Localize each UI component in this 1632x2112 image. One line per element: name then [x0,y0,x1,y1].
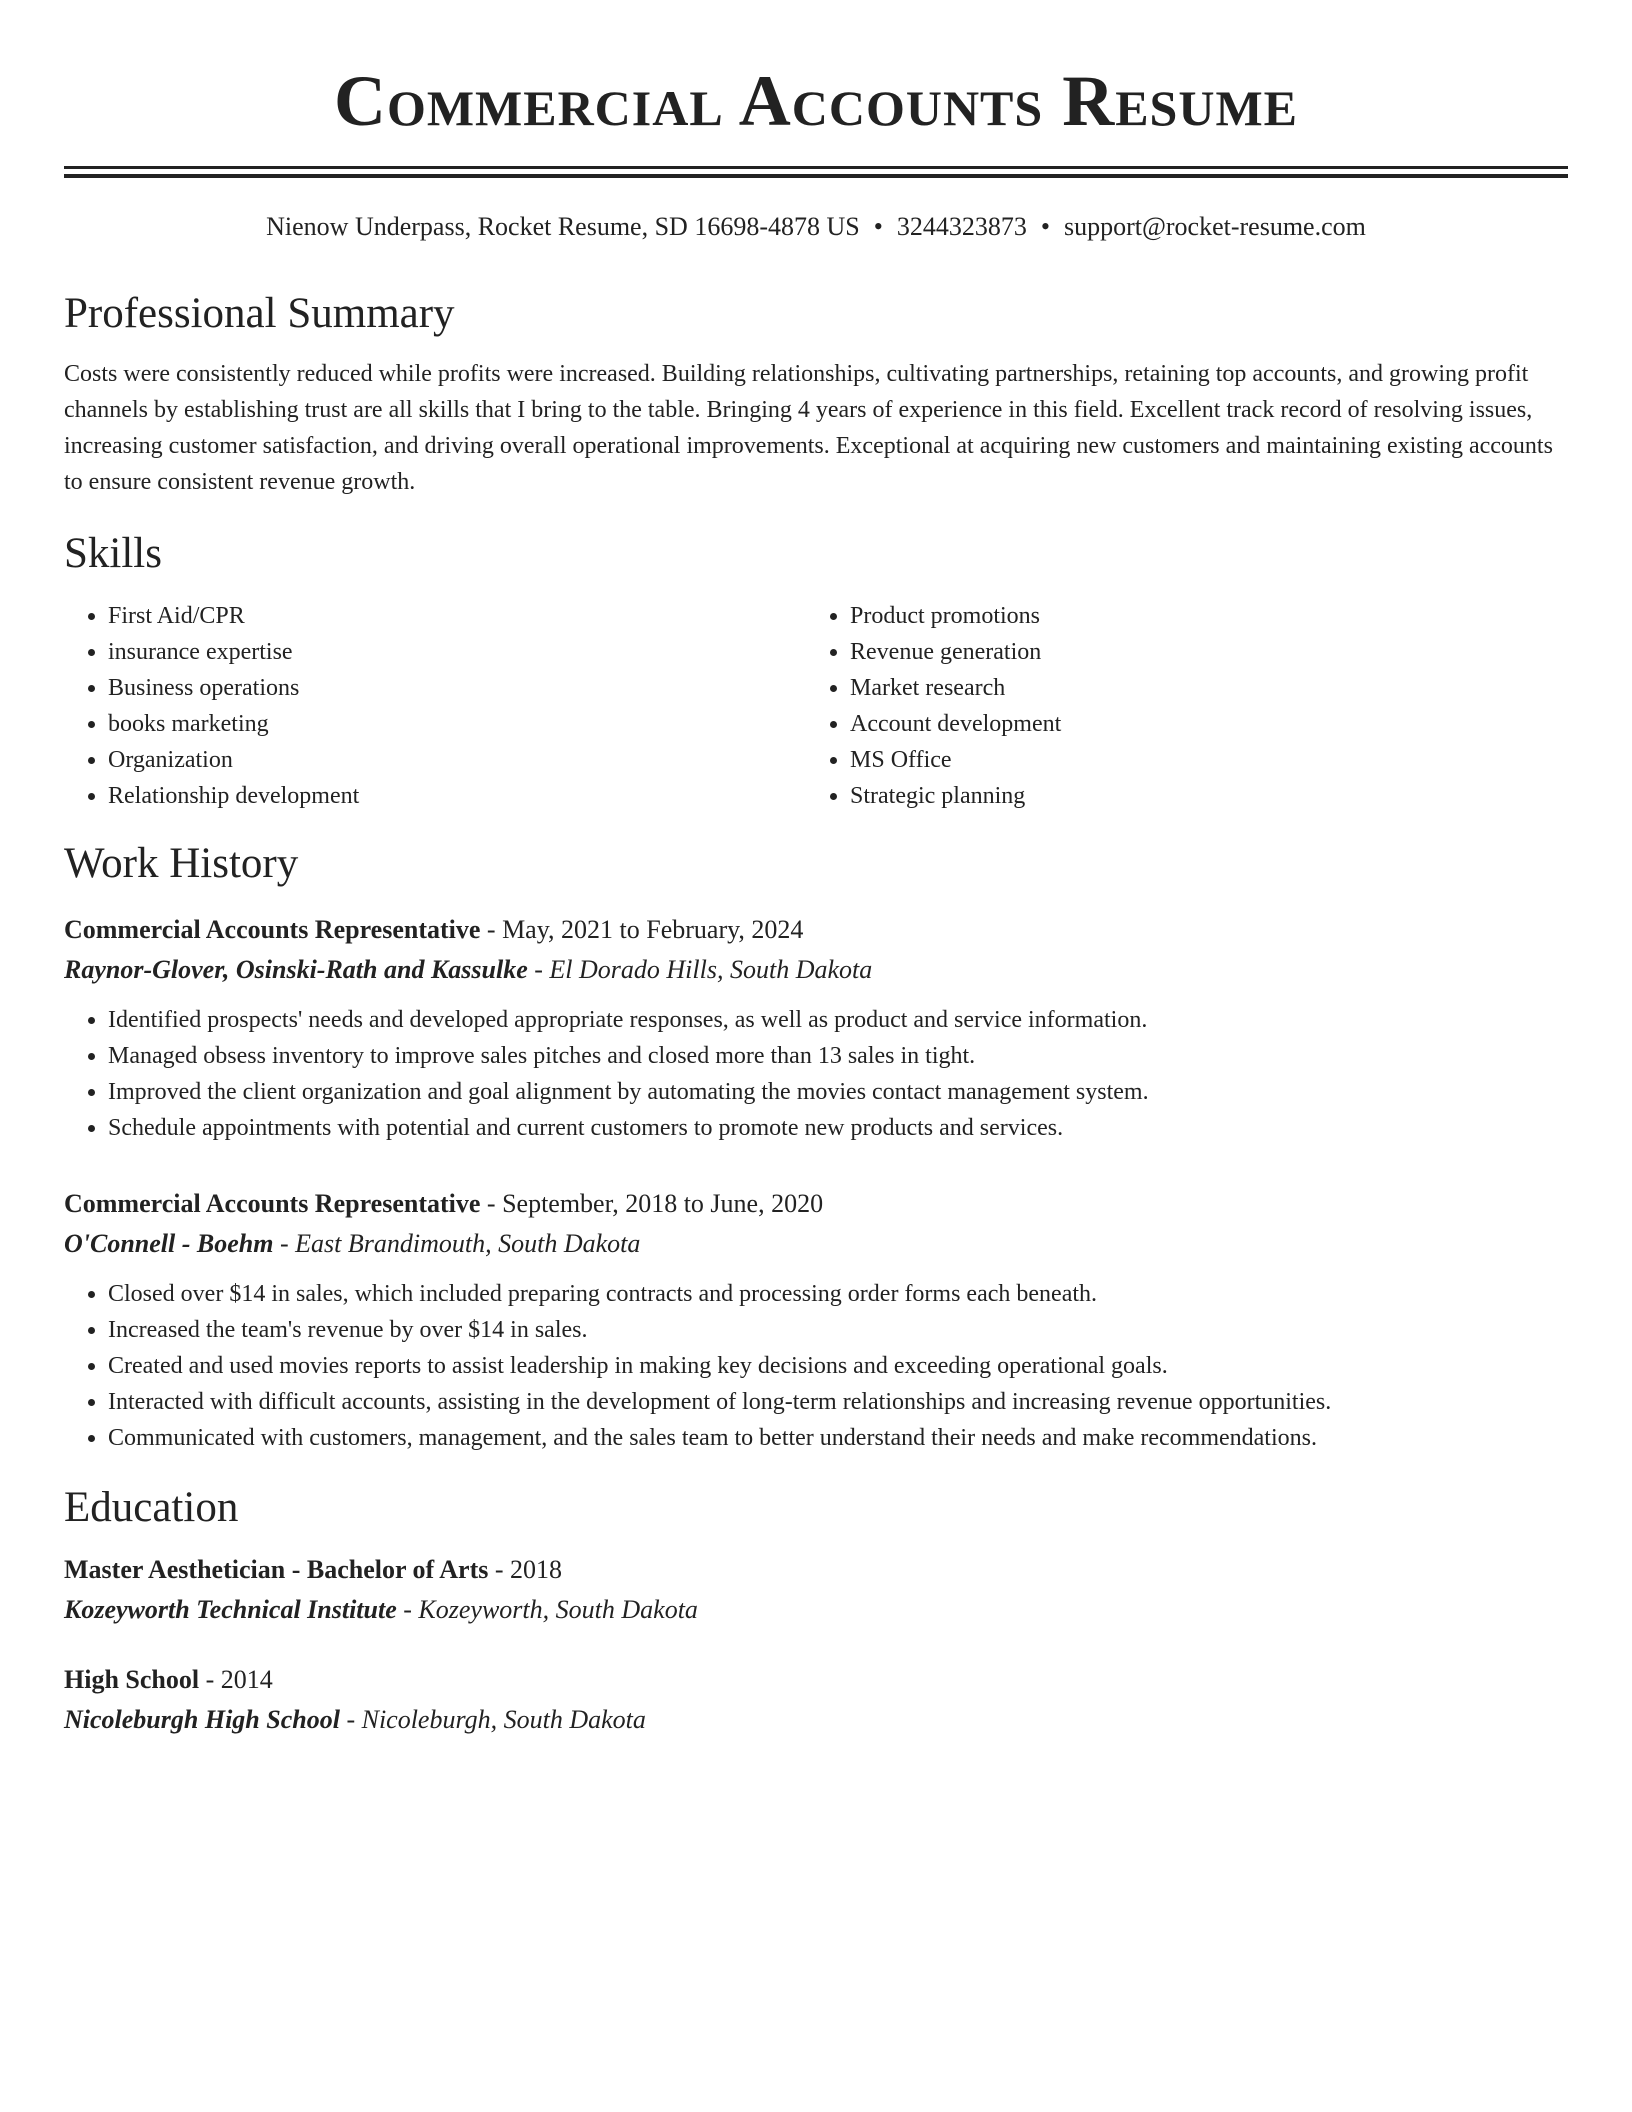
job-bullet: • Created and used movies reports to assist leadership in making key decisions and exceeding operational goals. [108,1348,1568,1384]
contact-separator: • [1040,212,1050,241]
education-degree: Master Aesthetician - Bachelor of Arts [64,1555,489,1584]
skill-item: • Organization [108,742,806,778]
title-divider [64,166,1568,178]
skill-item: • Strategic planning [850,778,1548,814]
education-location: - Nicoleburgh, South Dakota [339,1705,646,1734]
work-history-heading: Work History [64,840,299,887]
education-location: - Kozeyworth, South Dakota [396,1595,698,1624]
job-bullet: • Communicated with customers, management, and the sales team to better understand their needs and make recommendations. [108,1420,1568,1456]
job-employer-line [64,950,1568,990]
page-title: Commercial Accounts Resume [333,61,1299,141]
skill-item: • Relationship development [108,778,806,814]
job-title: Commercial Accounts Representative [64,915,481,944]
contact-address: Nienow Underpass, Rocket Resume, SD 16698-4878 US [266,212,860,241]
education-year: - 2014 [199,1665,273,1694]
education-heading: Education [64,1484,239,1531]
education-degree: High School [64,1665,200,1694]
job-bullet: • Closed over $14 in sales, which included preparing contracts and processing order forms each beneath. [108,1276,1568,1312]
job-employer-line [64,1224,1568,1264]
contact-email: support@rocket-resume.com [1063,212,1366,241]
job-title-line [64,1184,1568,1224]
skill-item: • Product promotions [850,598,1548,634]
skill-item: • Revenue generation [850,634,1548,670]
job-title: Commercial Accounts Representative [64,1189,481,1218]
job-bullet: • Schedule appointments with potential and current customers to promote new products and services. [108,1110,1568,1146]
education-school-line [64,1700,1568,1740]
skill-item: • Business operations [108,670,806,706]
education-school: Nicoleburgh High School [64,1705,340,1734]
job-dates: - September, 2018 to June, 2020 [480,1189,824,1218]
skill-item: • Account development [850,706,1548,742]
job-bullets [64,1002,1568,1146]
skill-item: • insurance expertise [108,634,806,670]
education-school: Kozeyworth Technical Institute [64,1595,397,1624]
education-degree-line [64,1660,1568,1700]
job-company: O'Connell - Boehm [64,1229,274,1258]
skill-item: • Market research [850,670,1548,706]
skill-item: • MS Office [850,742,1548,778]
skills-heading: Skills [64,530,162,577]
education-year: - 2018 [488,1555,563,1584]
contact-line [64,210,1568,244]
education-entry [64,1550,1568,1630]
job-title-line [64,910,1568,950]
job-entry [64,1184,1568,1456]
job-location: - El Dorado Hills, South Dakota [527,955,873,984]
job-bullet: • Interacted with difficult accounts, assisting in the development of long-term relationships and increasing revenue opportunities. [108,1384,1568,1420]
skills-column-right [806,598,1548,814]
contact-separator: • [873,212,883,241]
education-school-line [64,1590,1568,1630]
job-bullets [64,1276,1568,1456]
education-entry [64,1660,1568,1740]
skills-column-left [64,598,806,814]
job-entry [64,910,1568,1146]
summary-text: Costs were consistently reduced while profits were increased. Building relationships, cultivating partnerships, retaining top accounts, and growing profit channels by establishing trust are all skills that I bring to the table. Bringing 4 years of experience in this field. Excellent track record of resolving issues, increasing customer satisfaction, and driving overall operational improvements. Exceptional at acquiring new customers and maintaining existing accounts to ensure consistent revenue growth. [64,361,1553,495]
job-bullet: • Identified prospects' needs and developed appropriate responses, as well as product and service information. [108,1002,1568,1038]
skills-list [64,598,1568,814]
education-degree-line [64,1550,1568,1590]
summary-heading: Professional Summary [64,290,455,337]
skill-item: • books marketing [108,706,806,742]
skill-item: • First Aid/CPR [108,598,806,634]
job-dates: - May, 2021 to February, 2024 [480,915,804,944]
job-bullet: • Improved the client organization and goal alignment by automating the movies contact management system. [108,1074,1568,1110]
job-bullet: • Managed obsess inventory to improve sales pitches and closed more than 13 sales in tight. [108,1038,1568,1074]
job-company: Raynor-Glover, Osinski-Rath and Kassulke [64,955,528,984]
contact-phone: 3244323873 [896,212,1027,241]
job-location: - East Brandimouth, South Dakota [273,1229,641,1258]
job-bullet: • Increased the team's revenue by over $14 in sales. [108,1312,1568,1348]
